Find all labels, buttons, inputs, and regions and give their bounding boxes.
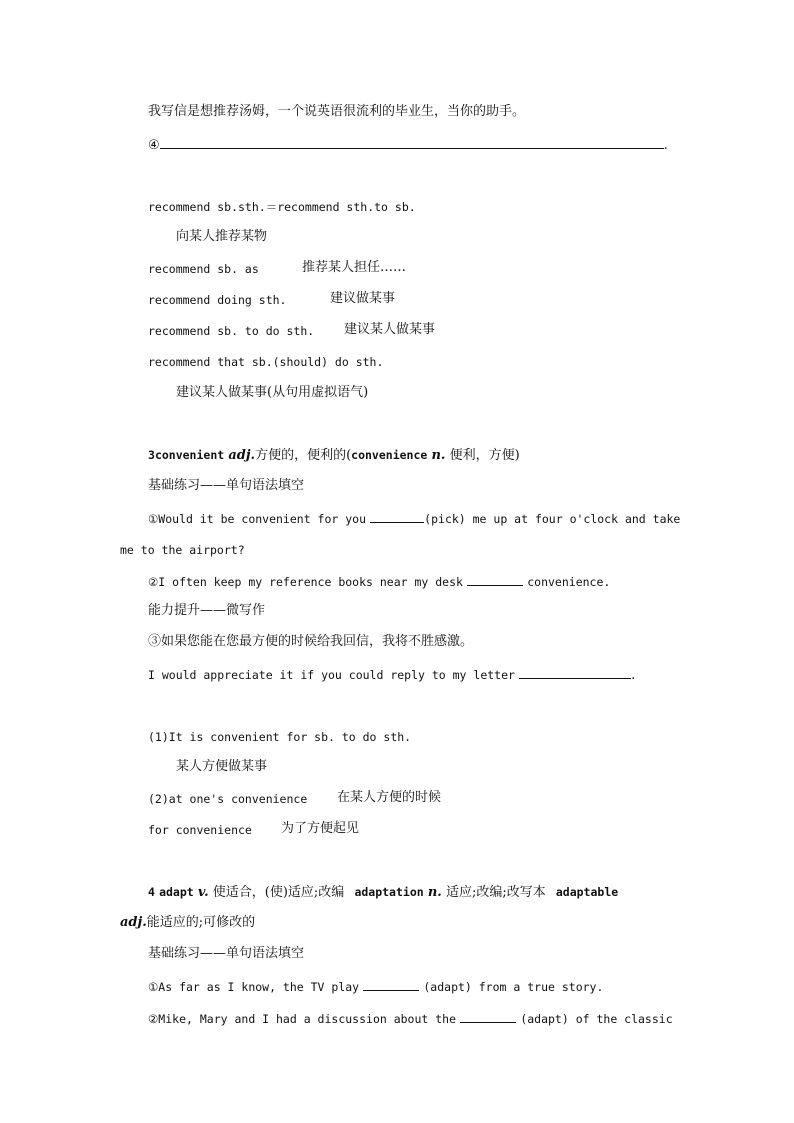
note-recommend-2-cn: 推荐某人担任…… [302, 260, 407, 275]
ability-title: 能力提升——微写作 [148, 603, 266, 618]
note-recommend-3-cn: 建议做某事 [330, 291, 396, 306]
headword: convenient [154, 448, 225, 462]
note-recommend-5-cn: 建议某人做某事(从句用虚拟语气) [176, 385, 369, 400]
question-1-cont: me to the airport? [120, 543, 245, 557]
meaning: 方便的，便利的( [255, 448, 352, 463]
item-number: ④ [148, 138, 160, 153]
question-text: ②Mike, Mary and I had a discussion about the [148, 1012, 457, 1026]
answer-blank[interactable] [467, 572, 523, 586]
answer-blank[interactable] [363, 977, 419, 991]
note-recommend-3: recommend doing sth. [148, 293, 287, 307]
question-3-en [148, 665, 635, 685]
question-text: (adapt) from a true story. [423, 980, 604, 994]
cn-sentence: 我写信是想推荐汤姆，一个说英语很流利的毕业生，当你的助手。 [148, 104, 526, 119]
basic-practice-title: 基础练习——单句语法填空 [148, 478, 305, 493]
note-convenient-2-cn: 在某人方便的时候 [337, 790, 442, 805]
note-convenient-3: for convenience [148, 823, 252, 837]
note-recommend-1: recommend sb.sth.＝recommend sth.to sb. [148, 200, 416, 214]
basic-practice-title-4: 基础练习——单句语法填空 [148, 946, 305, 961]
period: . [663, 138, 668, 153]
question-2 [148, 572, 610, 592]
section-4-heading-cont [120, 914, 255, 932]
note-recommend-4: recommend sb. to do sth. [148, 324, 315, 338]
question-text: ①Would it be convenient for you [148, 512, 367, 526]
noun-pos: n. [427, 885, 442, 900]
question-text: (pick) me up at four o'clock and take [424, 512, 681, 526]
question-text: (adapt) of the classic [520, 1012, 673, 1026]
meaning: 使适合，(使)适应;改编 [212, 885, 345, 900]
noun-meaning: 适应;改编;改写本 [445, 885, 546, 900]
note-convenient-3-cn: 为了方便起见 [281, 821, 360, 836]
part-of-speech: adj. [228, 448, 256, 463]
noun-meaning: 便利，方便) [449, 448, 520, 463]
adj-pos: adj. [120, 915, 147, 930]
answer-blank[interactable] [460, 1009, 516, 1023]
question-3-cn: ③如果您能在您最方便的时候给我回信，我将不胜感激。 [148, 634, 474, 649]
note-convenient-1-cn: 某人方便做某事 [176, 759, 268, 774]
adj-meaning: 能适应的;可修改的 [146, 915, 256, 930]
question-4-2 [148, 1009, 673, 1029]
noun-form: convenience [351, 448, 428, 462]
period: . [631, 668, 636, 683]
note-recommend-1-cn: 向某人推荐某物 [176, 229, 268, 244]
section-number: 4 [148, 885, 155, 899]
question-text: convenience. [527, 575, 611, 589]
note-en: recommend sb. as [148, 262, 259, 276]
noun-pos: n. [431, 448, 446, 463]
note-convenient-1: (1)It is convenient for sb. to do sth. [148, 730, 412, 744]
section-4-heading [148, 883, 618, 902]
note-recommend-5: recommend that sb.(should) do sth. [148, 355, 384, 369]
note-convenient-2: (2)at one's convenience [148, 792, 308, 806]
question-text: ②I often keep my reference books near my desk [148, 575, 463, 589]
question-4-1 [148, 977, 603, 997]
part-of-speech: v. [197, 885, 209, 900]
note-recommend-2 [148, 260, 259, 279]
section-number: 3 [148, 448, 155, 462]
headword: adapt [159, 885, 194, 899]
answer-blank[interactable] [370, 509, 424, 523]
note-recommend-4-cn: 建议某人做某事 [344, 322, 436, 337]
adj-form: adaptable [555, 885, 619, 899]
section-3-heading [148, 446, 520, 465]
noun-form: adaptation [354, 885, 424, 899]
answer-blank[interactable] [160, 135, 664, 149]
question-1 [148, 509, 680, 529]
question-text: ①As far as I know, the TV play [148, 980, 360, 994]
answer-blank[interactable] [519, 665, 631, 679]
writing-line-4 [148, 135, 668, 155]
question-text: I would appreciate it if you could reply to my letter [148, 668, 515, 682]
